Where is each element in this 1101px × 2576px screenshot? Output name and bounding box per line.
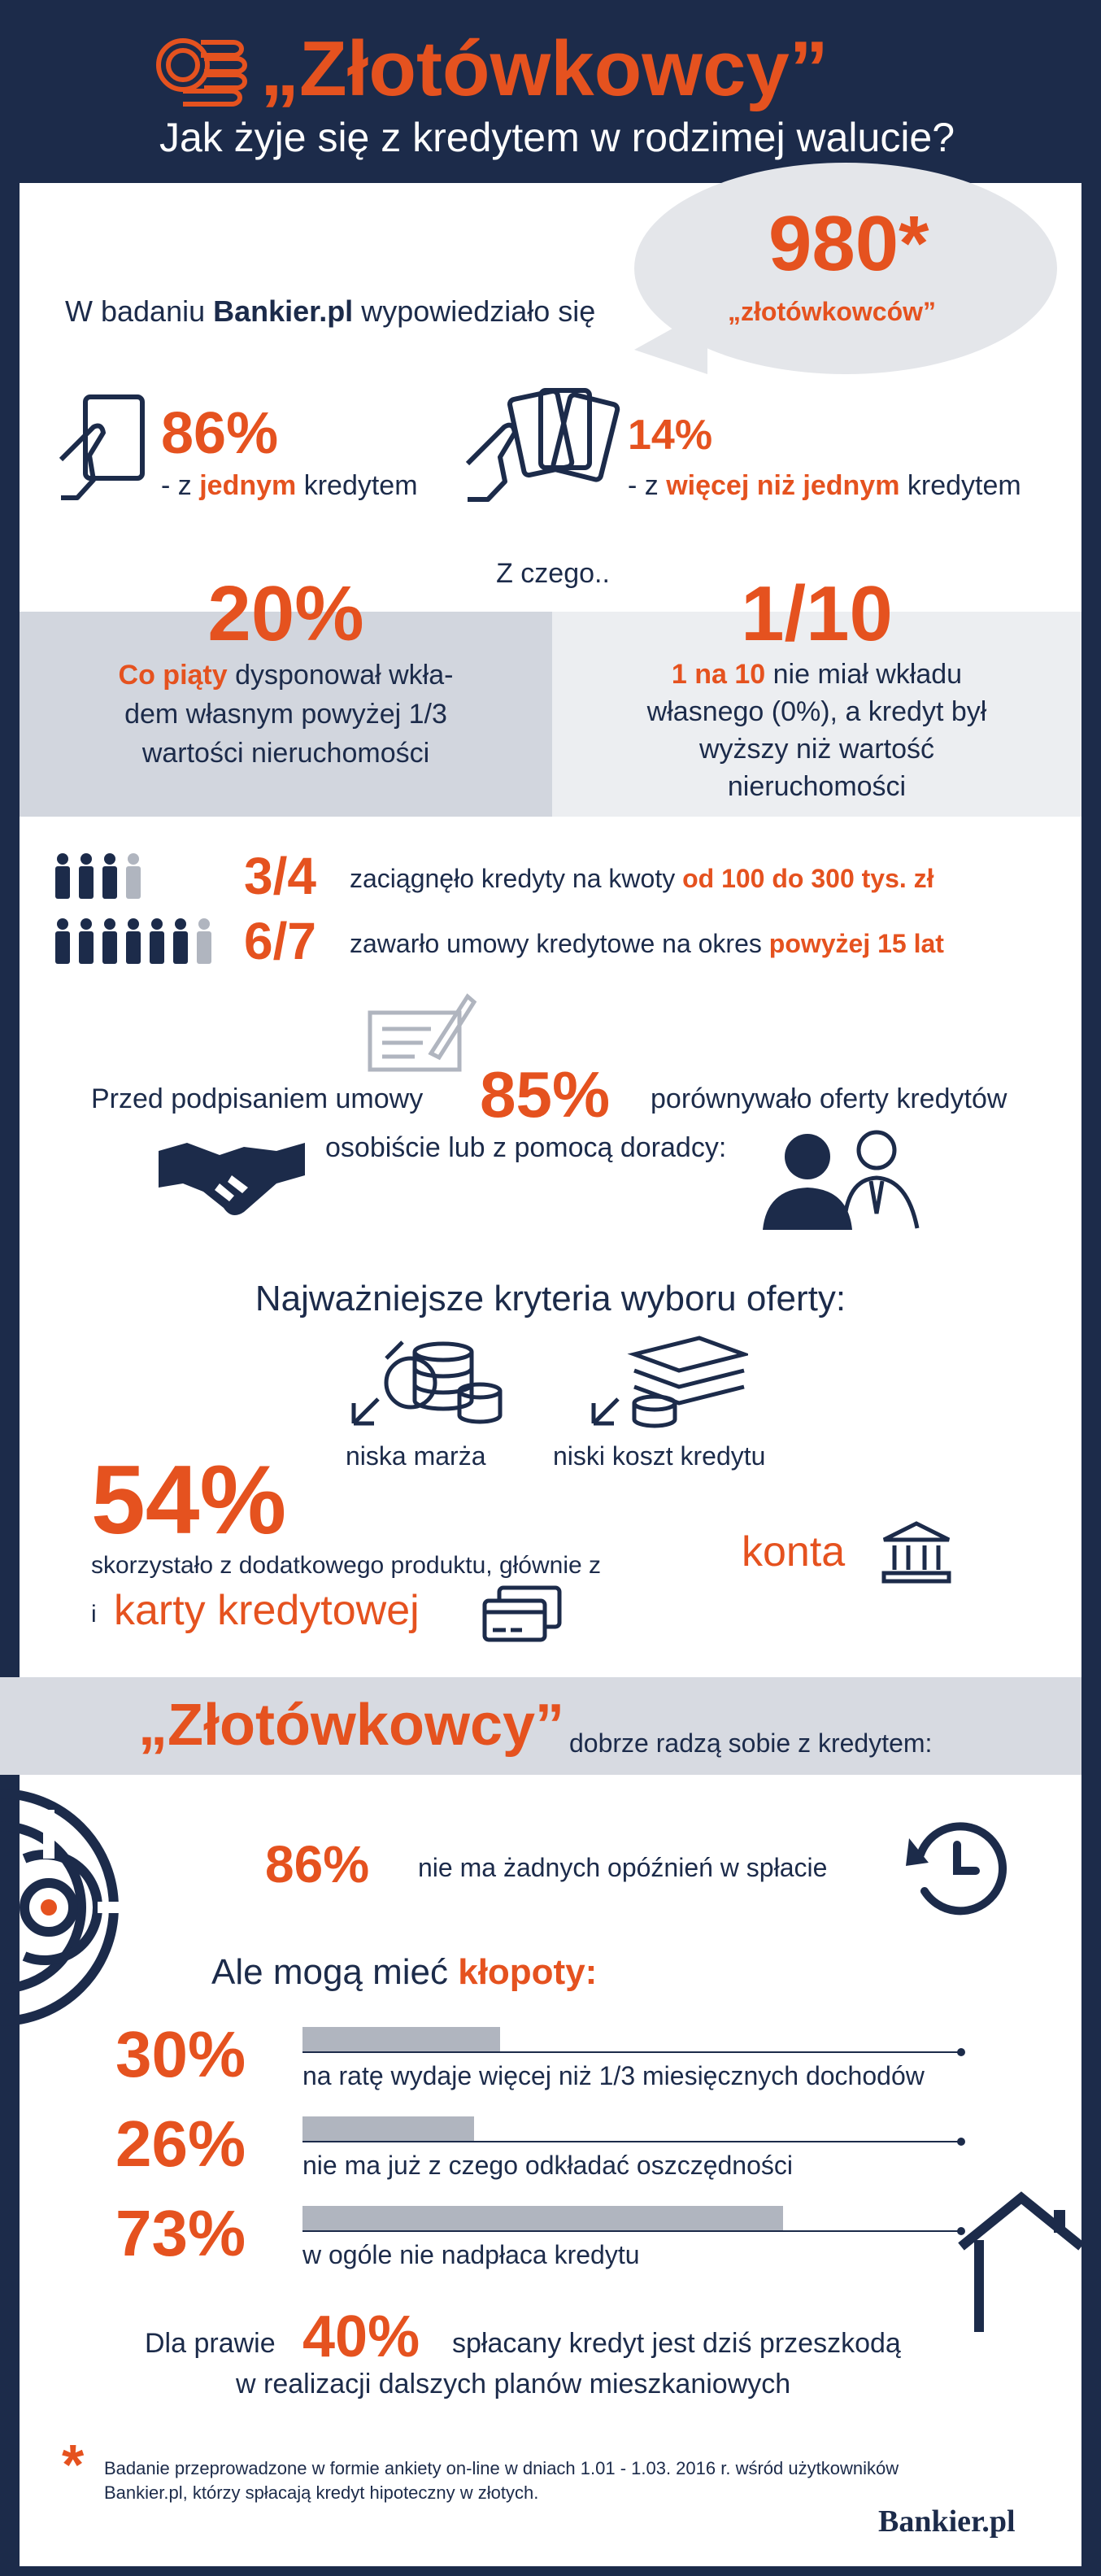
person-icon <box>102 853 117 899</box>
compare-pct: 85% <box>480 1058 611 1131</box>
contract-signing-icon <box>366 984 480 1074</box>
multiple-cards-icon <box>459 382 622 504</box>
problem-bar-fill <box>302 2116 474 2141</box>
down-payment-text <box>20 656 552 773</box>
of-which-label: Z czego.. <box>496 558 610 589</box>
person-icon <box>197 918 211 964</box>
problems-title-pre: Ale mogą mieć <box>211 1952 459 1992</box>
extra-product-pct: 54% <box>91 1445 287 1554</box>
footnote-line1: Badanie przeprowadzone w formie ankiety on-line w dniach 1.01 - 1.03. 2016 r. wśród użytkowników <box>104 2458 899 2478</box>
no-down-payment-line2: własnego (0%), a kredyt był <box>646 696 987 727</box>
down-payment-hl: Co piąty <box>118 660 228 691</box>
fraction-amount-hl: od 100 do 300 tys. zł <box>682 864 934 893</box>
no-down-payment-text <box>552 656 1081 805</box>
person-icon <box>55 918 70 964</box>
cash-stack-icon <box>585 1334 748 1432</box>
footnote-text <box>104 2456 899 2505</box>
good-title: „Złotówkowcy” <box>138 1693 565 1758</box>
target-maze-icon <box>0 1777 163 2038</box>
people-3-of-4-icon <box>49 852 252 901</box>
on-time-pct: 86% <box>265 1835 370 1894</box>
intro-lead: W badaniu <box>65 294 214 328</box>
problem-pct: 26% <box>115 2107 246 2180</box>
clock-history-icon <box>904 1814 1010 1920</box>
people-6-of-7-icon <box>49 918 252 966</box>
fraction-amount-value: 3/4 <box>244 847 316 905</box>
compare-post: porównywało oferty kredytów <box>651 1083 1007 1114</box>
many-credits-pre: - z <box>628 470 667 501</box>
on-time-text: nie ma żadnych opóźnień w spłacie <box>418 1853 828 1882</box>
person-icon <box>55 853 70 899</box>
many-credits-post: kredytem <box>899 470 1021 501</box>
footnote-line2: Bankier.pl, którzy spłacają kredyt hipoteczny w złotych. <box>104 2482 539 2503</box>
extra-product-line1: skorzystało z dodatkowego produktu, głównie z <box>91 1552 602 1579</box>
no-down-payment-line3: wyższy niż wartość <box>698 734 935 765</box>
single-card-icon <box>53 390 150 504</box>
problem-bar-fill <box>302 2206 783 2230</box>
person-icon <box>126 918 141 964</box>
problem-bar-fill <box>302 2027 500 2051</box>
many-credits-hl: więcej niż jednym <box>666 470 900 501</box>
problem-bar-end <box>957 2138 965 2146</box>
criteria-item-margin: niska marża <box>346 1441 486 1471</box>
bankier-logo: Bankier.pl <box>878 2504 1016 2539</box>
down-payment-line2: dem własnym powyżej 1/3 <box>124 699 447 730</box>
problems-title <box>211 1952 597 1993</box>
coins-icon <box>150 18 248 107</box>
page-title: „Złotówkowcy” <box>260 25 829 112</box>
extra-product-credit-card: karty kredytowej <box>114 1587 420 1634</box>
fraction-amount-text <box>350 864 934 894</box>
advisor-people-icon <box>763 1124 921 1230</box>
handshake-icon <box>154 1127 309 1224</box>
down-payment-line3: wartości nieruchomości <box>141 738 430 769</box>
plans-pct: 40% <box>302 2304 420 2369</box>
credit-card-icon <box>481 1584 563 1643</box>
problem-text: nie ma już z czego odkładać oszczędności <box>302 2151 793 2180</box>
speech-bubble-tail <box>634 309 707 374</box>
problems-title-hl: kłopoty: <box>458 1952 598 1992</box>
house-icon <box>956 2190 1086 2332</box>
person-icon <box>126 853 141 899</box>
plans-line2: w realizacji dalszych planów mieszkaniowych <box>236 2369 791 2399</box>
no-down-payment-line1: nie miał wkładu <box>765 659 963 690</box>
problem-pct: 30% <box>115 2018 246 2090</box>
person-icon <box>173 918 188 964</box>
plans-pre: Dla prawie <box>145 2328 276 2359</box>
problem-pct: 73% <box>115 2197 246 2269</box>
down-payment-value: 20% <box>207 570 364 657</box>
one-credit-hl: jednym <box>199 470 297 501</box>
bank-icon <box>880 1519 953 1584</box>
problem-bar-track <box>302 2051 961 2053</box>
one-credit-post: kredytem <box>296 470 418 501</box>
footnote-star: * <box>62 2433 85 2496</box>
compare-line2: osobiście lub z pomocą doradcy: <box>325 1132 727 1163</box>
person-icon <box>79 918 94 964</box>
fraction-period-text <box>350 929 944 959</box>
extra-product-pre2: i <box>91 1601 97 1628</box>
compare-pre: Przed podpisaniem umowy <box>91 1083 424 1114</box>
one-credit-pre: - z <box>161 470 200 501</box>
problem-text: na ratę wydaje więcej niż 1/3 miesięcznych dochodów <box>302 2061 925 2090</box>
no-down-payment-line4: nieruchomości <box>727 771 907 802</box>
down-payment-line1: dysponował wkła- <box>227 660 454 691</box>
problem-bar-track <box>302 2141 961 2142</box>
fraction-period-value: 6/7 <box>244 912 316 970</box>
person-icon <box>102 918 117 964</box>
good-rest: dobrze radzą sobie z kredytem: <box>569 1728 933 1758</box>
no-down-payment-hl: 1 na 10 <box>671 659 766 690</box>
person-icon <box>150 918 164 964</box>
one-credit-text <box>161 470 418 502</box>
intro-brand: Bankier.pl <box>213 294 354 328</box>
criteria-title: Najważniejsze kryteria wyboru oferty: <box>255 1279 846 1319</box>
fraction-amount-pre: zaciągnęło kredyty na kwoty <box>350 864 683 893</box>
criteria-item-cost: niski koszt kredytu <box>553 1441 766 1471</box>
problem-bar-end <box>957 2048 965 2056</box>
fraction-period-pre: zawarło umowy kredytowe na okres <box>350 929 769 958</box>
problem-text: w ogóle nie nadpłaca kredytu <box>302 2240 640 2269</box>
fraction-period-hl: powyżej 15 lat <box>768 929 944 958</box>
no-down-payment-value: 1/10 <box>741 570 893 657</box>
plans-post: spłacany kredyt jest dziś przeszkodą <box>452 2328 901 2359</box>
problem-bar-track <box>302 2230 961 2232</box>
respondent-count-label: „złotówkowców” <box>728 297 936 326</box>
extra-product-account: konta <box>742 1528 846 1576</box>
many-credits-pct: 14% <box>628 412 713 459</box>
person-icon <box>79 853 94 899</box>
many-credits-text <box>628 470 1021 502</box>
intro-lead-end: wypowiedziało się <box>353 294 596 328</box>
one-credit-pct: 86% <box>161 401 279 466</box>
respondent-count: 980* <box>768 200 929 287</box>
intro-text <box>65 294 595 329</box>
page-subtitle: Jak żyje się z kredytem w rodzimej walucie? <box>159 115 955 160</box>
coins-stack-icon <box>346 1334 508 1432</box>
